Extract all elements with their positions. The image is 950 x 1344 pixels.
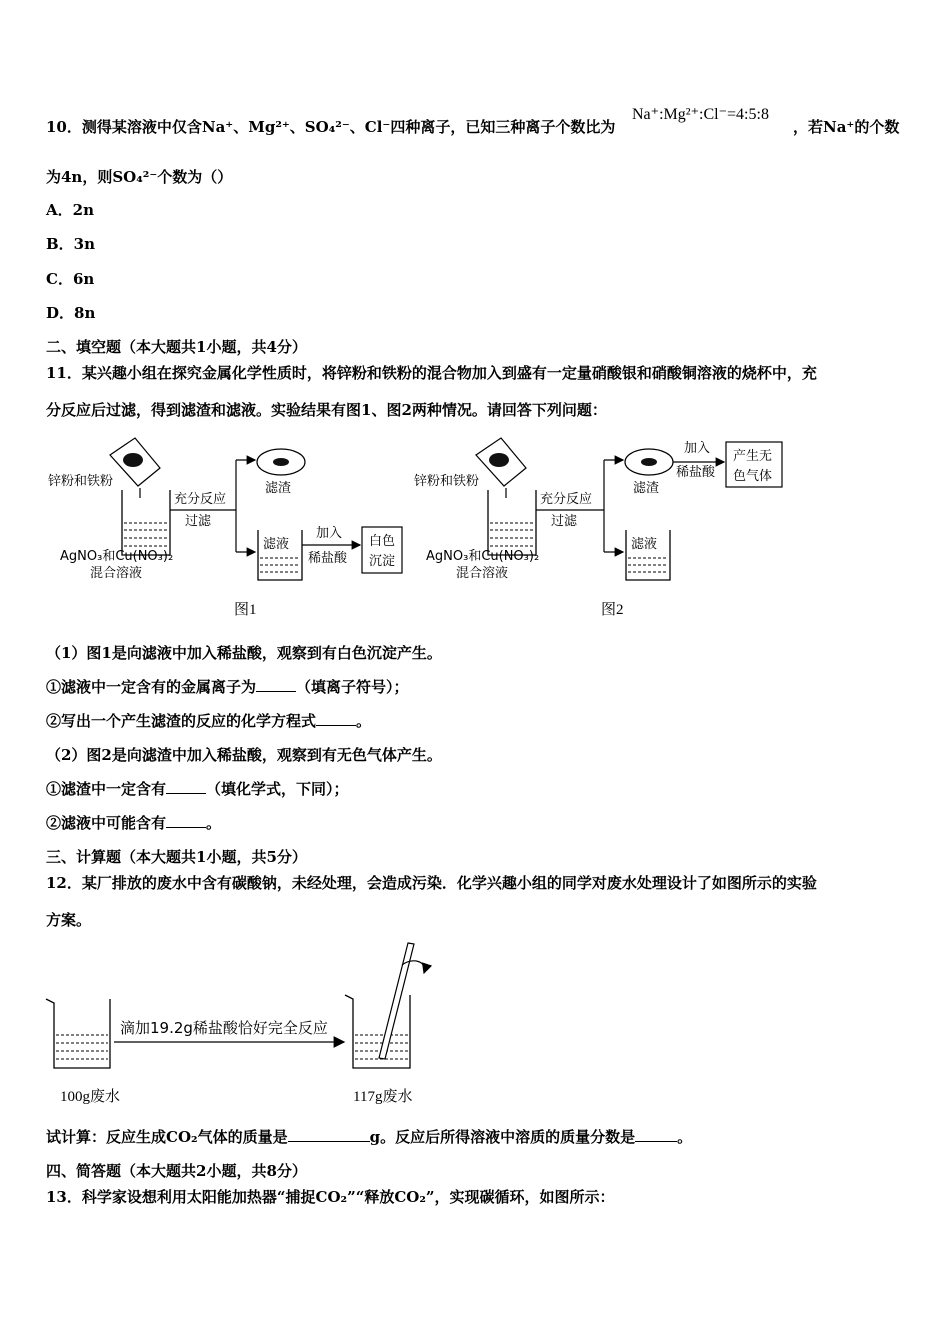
q12-calc-text-2: g。反应后所得溶液中溶质的质量分数是 <box>369 1128 636 1146</box>
q12-calc-text-3: 。 <box>677 1128 693 1146</box>
fig2-step-label-2: 过滤 <box>551 514 578 529</box>
q11-part2-b <box>46 812 221 833</box>
powder-icon <box>123 453 143 467</box>
fig2-result-label-2: 色气体 <box>733 469 773 484</box>
q11-part2: （2）图2是向滤渣中加入稀盐酸，观察到有无色气体产生。 <box>46 746 442 764</box>
fig2-result-label-1: 产生无 <box>733 449 773 464</box>
answer-blank[interactable] <box>166 779 206 794</box>
fig1-solution-label-2: 混合溶液 <box>90 566 143 581</box>
fig2-filtrate-label: 滤液 <box>631 537 658 552</box>
q11-part1-a-text: ①滤液中一定含有的金属离子为 <box>46 678 257 696</box>
q12-calc <box>46 1126 692 1147</box>
fig1-add-label-2: 稀盐酸 <box>308 551 348 566</box>
q12-left-label: 100g废水 <box>60 1089 121 1105</box>
q10-part1: 10．测得某溶液中仅含 <box>46 118 202 136</box>
q11-part1: （1）图1是向滤液中加入稀盐酸，观察到有白色沉淀产生。 <box>46 644 442 662</box>
fig2-step-label-1: 充分反应 <box>540 492 593 507</box>
q11-part2-a-text: ①滤渣中一定含有 <box>46 780 167 798</box>
fig1-residue-label: 滤渣 <box>265 481 292 496</box>
section-3-heading: 三、计算题（本大题共1小题，共5分） <box>46 848 307 866</box>
fig1-powder-label: 锌粉和铁粉 <box>48 474 114 489</box>
q10-ratio: Na⁺:Mg²⁺:Cl⁻=4:5:8 <box>632 106 769 123</box>
q10-line2: 为4n，则SO₄²⁻个数为（） <box>46 168 233 186</box>
q11-part2-a-hint: （填化学式，下同）； <box>206 780 349 798</box>
q11-part1-a <box>46 676 409 697</box>
q10-option-d: D．8n <box>46 304 96 322</box>
fig1-filtrate-label: 滤液 <box>263 537 290 552</box>
answer-blank[interactable] <box>635 1127 677 1142</box>
answer-blank[interactable] <box>288 1127 370 1142</box>
section-2-heading: 二、填空题（本大题共1小题，共4分） <box>46 338 307 356</box>
fig2-solution-label-2: 混合溶液 <box>456 566 509 581</box>
q10-part2: ，若Na⁺的个数 <box>793 118 900 136</box>
section-4-heading: 四、简答题（本大题共2小题，共8分） <box>46 1162 307 1180</box>
q11-part1-b-text: ②写出一个产生滤渣的反应的化学方程式 <box>46 712 317 730</box>
fig1-add-label-1: 加入 <box>316 526 343 541</box>
right-beaker-icon <box>345 995 410 1068</box>
fig1-result-label-1: 白色 <box>369 534 396 549</box>
answer-blank[interactable] <box>256 677 296 692</box>
fig2-powder-label: 锌粉和铁粉 <box>414 474 480 489</box>
figure-1 <box>48 438 402 581</box>
q12-arrow-label: 滴加19.2g稀盐酸恰好完全反应 <box>120 1019 328 1037</box>
q12-right-label: 117g废水 <box>353 1089 413 1105</box>
fig1-result-label-2: 沉淀 <box>369 554 396 569</box>
answer-blank[interactable] <box>166 813 206 828</box>
fig1-caption: 图1 <box>234 602 257 618</box>
q11-part1-b-end: 。 <box>356 712 372 730</box>
fig2-add-label-2: 稀盐酸 <box>676 465 716 480</box>
q11-diagram <box>0 430 950 625</box>
figure-2 <box>414 438 782 581</box>
glass-rod-icon <box>379 943 414 1059</box>
q12-line1: 12．某厂排放的废水中含有碳酸钠，未经处理，会造成污染．化学兴趣小组的同学对废水处理设计了如图所示的实验 <box>46 874 817 892</box>
q11-part1-b <box>46 710 371 731</box>
q10-ions: Na⁺、Mg²⁺、SO₄²⁻、Cl⁻四种离子，已知三种离子个数比为 <box>201 118 616 136</box>
q10-option-b: B．3n <box>46 235 96 253</box>
q10-option-a: A．2n <box>46 201 94 219</box>
fig1-step-label-1: 充分反应 <box>174 492 227 507</box>
fig2-solution-label-1: AgNO₃和Cu(NO₃)₂ <box>426 549 540 564</box>
q11-part2-a <box>46 778 349 799</box>
fig2-caption: 图2 <box>601 602 624 618</box>
q11-part1-a-hint: （填离子符号）； <box>296 678 409 696</box>
q11-line2: 分反应后过滤，得到滤渣和滤液。实验结果有图1、图2两种情况。请回答下列问题： <box>46 401 607 419</box>
q11-line1: 11．某兴趣小组在探究金属化学性质时，将锌粉和铁粉的混合物加入到盛有一定量硝酸银和硝酸铜溶液的烧杯中，充 <box>46 364 817 382</box>
fig1-step-label-2: 过滤 <box>185 514 212 529</box>
q10-line1 <box>46 116 615 137</box>
fig2-residue-label: 滤渣 <box>633 481 660 496</box>
q10-option-c: C．6n <box>46 270 95 288</box>
q13-line1: 13．科学家设想利用太阳能加热器“捕捉CO₂”“释放CO₂”，实现碳循环，如图所示： <box>46 1188 615 1206</box>
fig1-solution-label-1: AgNO₃和Cu(NO₃)₂ <box>60 549 174 564</box>
q12-diagram <box>0 935 950 1110</box>
q12-line2: 方案。 <box>46 911 92 929</box>
fig2-add-label-1: 加入 <box>684 441 711 456</box>
left-beaker-icon <box>46 999 110 1068</box>
q11-part2-b-text: ②滤液中可能含有 <box>46 814 167 832</box>
q12-calc-text-1: 试计算：反应生成CO₂气体的质量是 <box>46 1128 288 1146</box>
q11-part2-b-end: 。 <box>206 814 222 832</box>
answer-blank[interactable] <box>316 711 356 726</box>
powder-icon <box>489 453 509 467</box>
